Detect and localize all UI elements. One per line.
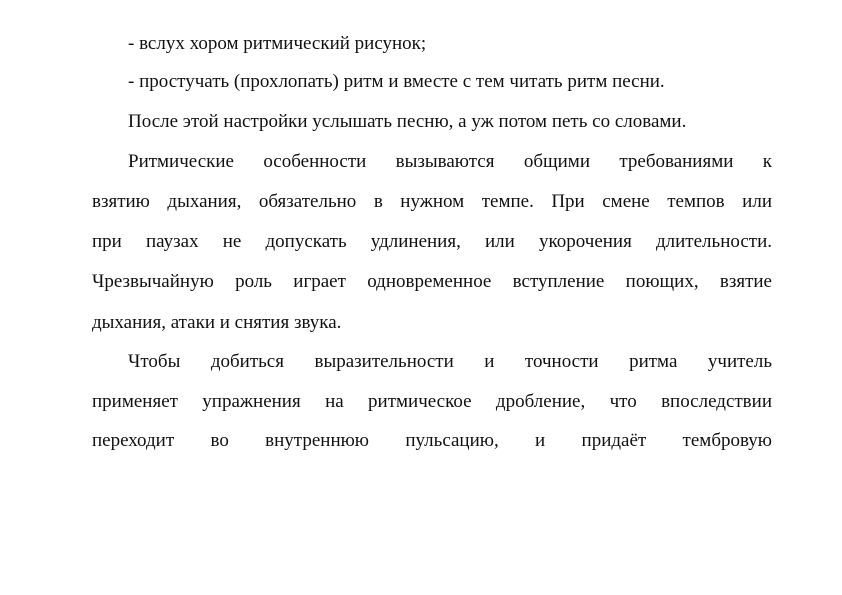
text-line-3: После этой настройки услышать песню, а уж потом петь со словами. bbox=[128, 111, 687, 132]
text-line-7: Чрезвычайную роль играет одновременное вступление поющих, взятие bbox=[92, 271, 772, 292]
text-line-1: - вслух хором ритмический рисунок; bbox=[128, 33, 427, 54]
text-line-6: при паузах не допускать удлинения, или укорочения длительности. bbox=[92, 231, 772, 252]
text-line-9: Чтобы добиться выразительности и точности ритма учитель bbox=[128, 351, 772, 372]
text-line-10: применяет упражнения на ритмическое дробление, что впоследствии bbox=[92, 391, 772, 412]
text-line-11: переходит во внутреннюю пульсацию, и придаёт тембровую bbox=[92, 430, 772, 451]
text-line-2: - простучать (прохлопать) ритм и вместе с тем читать ритм песни. bbox=[128, 71, 665, 92]
text-line-5: взятию дыхания, обязательно в нужном темпе. При смене темпов или bbox=[92, 191, 772, 212]
text-line-4: Ритмические особенности вызываются общими требованиями к bbox=[128, 151, 772, 172]
text-line-8: дыхания, атаки и снятия звука. bbox=[92, 312, 342, 333]
